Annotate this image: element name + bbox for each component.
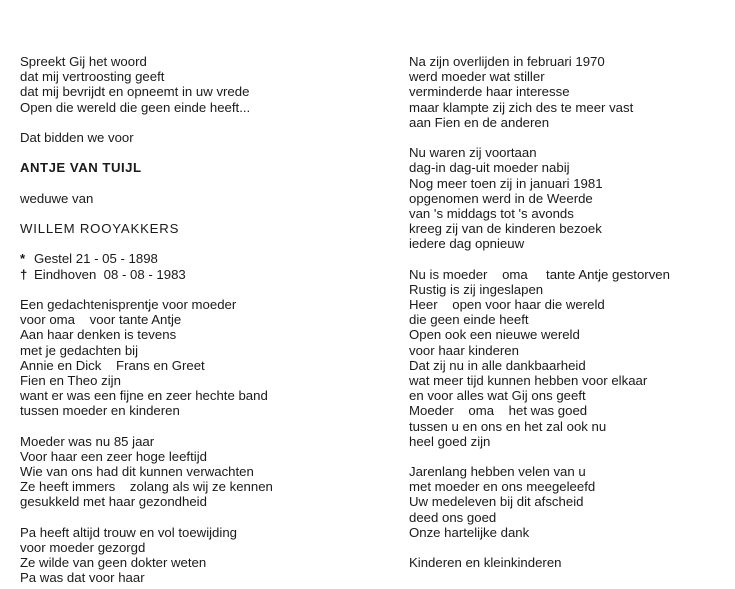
death-line — [20, 267, 380, 282]
weerde-line-1: Nu waren zij voortaan — [409, 145, 537, 161]
weerde-line-4: opgenomen werd in de Weerde — [409, 190, 593, 206]
birth-line — [20, 251, 380, 266]
thanks-line-2: met moeder en ons meegeleefd — [409, 479, 596, 495]
signature-line: Kinderen en kleinkinderen — [409, 555, 562, 571]
passed-line-10: Moeder oma het was goed — [409, 403, 588, 419]
left-column — [20, 54, 380, 586]
after-death-line-2: werd moeder wat stiller — [409, 69, 545, 85]
age-line-5: gesukkeld met haar gezondheid — [20, 494, 207, 510]
right-column — [409, 54, 729, 570]
weerde-line-2: dag-in dag-uit moeder nabij — [409, 160, 570, 176]
prayer-line-4: Open die wereld die geen einde heeft... — [20, 99, 251, 115]
memorial-line-2: voor oma voor tante Antje — [20, 312, 182, 328]
death-date: Eindhoven 08 - 08 - 1983 — [34, 266, 186, 282]
passed-line-8: wat meer tijd kunnen hebben voor elkaar — [409, 372, 648, 388]
passed-line-1: Nu is moeder oma tante Antje gestorven — [409, 266, 670, 282]
memorial-line-7: want er was een fijne en zeer hechte band — [20, 388, 268, 404]
passed-line-3: Heer open voor haar die wereld — [409, 297, 605, 312]
thanks-line-1: Jarenlang hebben velen van u — [409, 464, 586, 480]
after-death-line-3: verminderde haar interesse — [409, 84, 570, 100]
father-line-3: Ze wilde van geen dokter weten — [20, 555, 207, 571]
memorial-line-8: tussen moeder en kinderen — [20, 403, 180, 419]
passed-line-2: Rustig is zij ingeslapen — [409, 281, 544, 297]
age-line-1: Moeder was nu 85 jaar — [20, 433, 155, 449]
passed-line-11: tussen u en ons en het zal ook nu — [409, 418, 607, 434]
passed-line-7: Dat zij nu in alle dankbaarheid — [409, 357, 586, 373]
thanks-line-5: Onze hartelijke dank — [409, 524, 530, 540]
passed-line-6: voor haar kinderen — [409, 342, 519, 358]
weerde-line-6: kreeg zij van de kinderen bezoek — [409, 221, 602, 237]
prayer-line-3: dat mij bevrijdt en opneemt in uw vrede — [20, 84, 250, 100]
memorial-line-6: Fien en Theo zijn — [20, 372, 121, 388]
passed-line-9: en voor alles wat Gij ons geeft — [409, 388, 586, 404]
weerde-line-3: Nog meer toen zij in januari 1981 — [409, 175, 603, 191]
after-death-line-5: aan Fien en de anderen — [409, 114, 550, 130]
thanks-line-3: Uw medeleven bij dit afscheid — [409, 494, 584, 510]
passed-line-12: heel goed zijn — [409, 433, 491, 449]
passed-line-5: Open ook een nieuwe wereld — [409, 327, 580, 343]
weerde-line-7: iedere dag opnieuw — [409, 236, 525, 252]
birth-date: Gestel 21 - 05 - 1898 — [34, 251, 158, 267]
prayer-line-2: dat mij vertroosting geeft — [20, 69, 165, 85]
memorial-line-3: Aan haar denken is tevens — [20, 327, 177, 343]
husband-name: WILLEM ROOYAKKERS — [20, 221, 180, 237]
after-death-line-1: Na zijn overlijden in februari 1970 — [409, 54, 605, 69]
birth-star-icon: * — [20, 251, 26, 267]
father-line-2: voor moeder gezorgd — [20, 540, 146, 555]
memorial-line-5: Annie en Dick Frans en Greet — [20, 357, 205, 373]
widow-of-label: weduwe van — [20, 190, 94, 206]
memorial-line-4: met je gedachten bij — [20, 342, 139, 358]
memorial-line-1: Een gedachtenisprentje voor moeder — [20, 297, 237, 312]
age-line-2: Voor haar een zeer hoge leeftijd — [20, 448, 207, 464]
after-death-line-4: maar klampte zij zich des te meer vast — [409, 99, 634, 115]
prayer-line-1: Spreekt Gij het woord — [20, 54, 147, 69]
age-line-4: Ze heeft immers zolang als wij ze kennen — [20, 479, 273, 495]
passed-line-4: die geen einde heeft — [409, 312, 529, 328]
age-line-3: Wie van ons had dit kunnen verwachten — [20, 464, 254, 480]
father-line-1: Pa heeft altijd trouw en vol toewijding — [20, 524, 237, 540]
thanks-line-4: deed ons goed — [409, 509, 497, 525]
deceased-name: ANTJE VAN TUIJL — [20, 160, 142, 176]
weerde-line-5: van 's middags tot 's avonds — [409, 205, 574, 221]
death-cross-icon: † — [20, 266, 28, 282]
father-line-4: Pa was dat voor haar — [20, 570, 145, 586]
intro-line: Dat bidden we voor — [20, 129, 134, 145]
